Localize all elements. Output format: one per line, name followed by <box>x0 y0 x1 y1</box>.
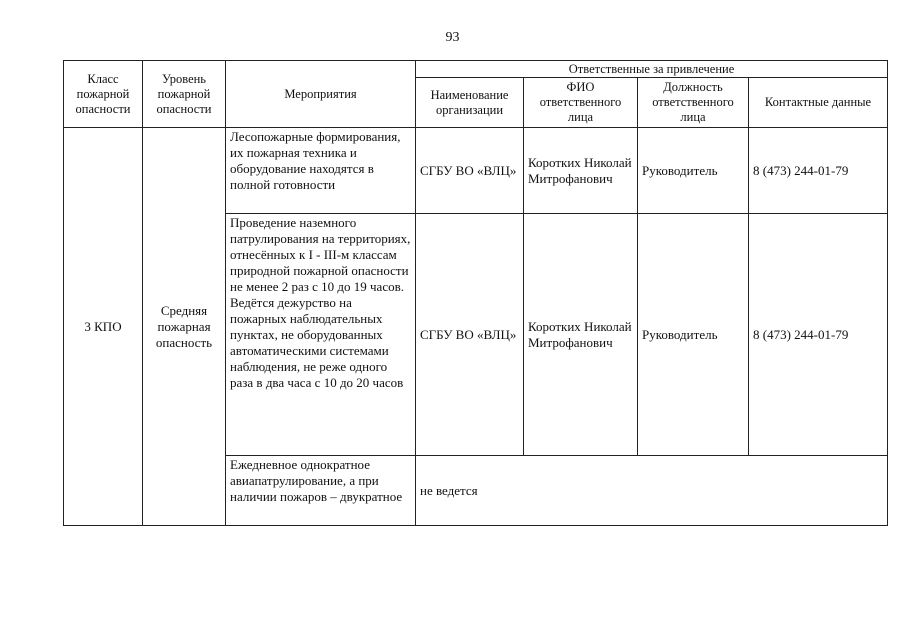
fire-hazard-table <box>63 60 888 526</box>
header-responsible-group: Ответственные за привлечение <box>416 61 888 78</box>
header-measures: Мероприятия <box>226 61 416 128</box>
hazard-level-cell: Средняя пожарная опасность <box>143 128 226 526</box>
position-cell: Руководитель <box>638 214 749 456</box>
hazard-class-cell: 3 КПО <box>64 128 143 526</box>
header-responsible-name: ФИО ответственного лица <box>524 78 638 128</box>
organization-cell: СГБУ ВО «ВЛЦ» <box>416 128 524 214</box>
contact-cell: 8 (473) 244-01-79 <box>749 214 888 456</box>
page-number: 93 <box>445 30 460 45</box>
header-hazard-level: Уровень пожарной опасности <box>143 61 226 128</box>
table-row <box>64 128 888 214</box>
header-position: Должность ответственного лица <box>638 78 749 128</box>
header-hazard-class: Класс пожарной опасности <box>64 61 143 128</box>
header-organization: Наименование организации <box>416 78 524 128</box>
responsible-name-cell: Коротких Николай Митрофанович <box>524 128 638 214</box>
organization-cell: СГБУ ВО «ВЛЦ» <box>416 214 524 456</box>
measure-cell: Лесопожарные формирования, их пожарная техника и оборудование находятся в полной готовности <box>226 128 416 214</box>
position-cell: Руководитель <box>638 128 749 214</box>
not-conducted-cell: не ведется <box>416 456 888 526</box>
measure-cell: Ежедневное однократное авиапатрулирование, а при наличии пожаров – двукратное <box>226 456 416 526</box>
measure-cell: Проведение наземного патрулирования на территориях, отнесённых к I - III-м классам природной пожарной опасности не менее 2 раз с 10 до 19 часов. Ведётся дежурство на пожарных наблюдательных пунктах, не оборудованных автоматическими системами наблюдения, не реже одного раза в два часа с 10 до 20 часов <box>226 214 416 456</box>
header-contacts: Контактные данные <box>749 78 888 128</box>
header-row-top <box>64 61 888 78</box>
contact-cell: 8 (473) 244-01-79 <box>749 128 888 214</box>
responsible-name-cell: Коротких Николай Митрофанович <box>524 214 638 456</box>
